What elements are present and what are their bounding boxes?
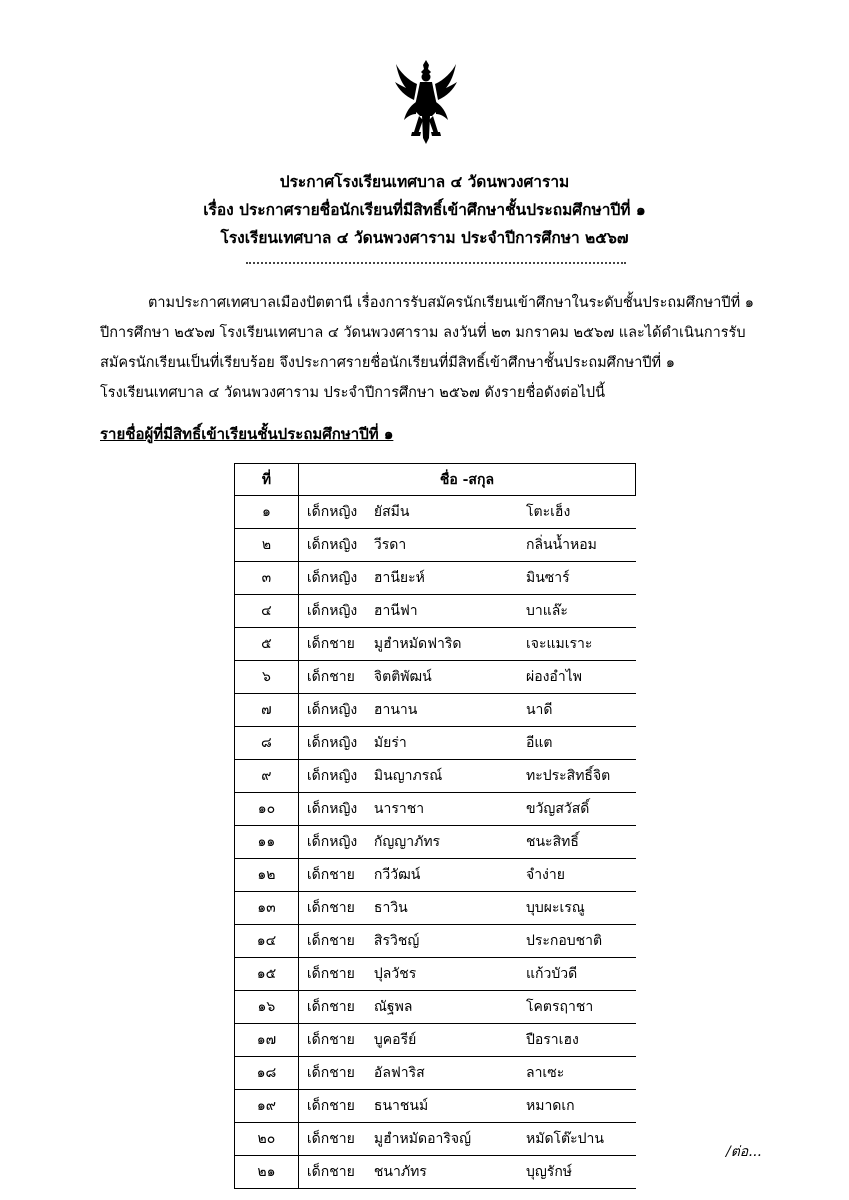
row-prefix: เด็กชาย: [298, 1090, 374, 1123]
table-row: [235, 826, 636, 859]
table-row: [235, 1123, 636, 1156]
row-first-name: สิรวิชญ์: [374, 925, 526, 958]
row-number: ๑: [235, 496, 299, 529]
row-first-name: อัลฟาริส: [374, 1057, 526, 1090]
row-first-name: มูฮำหมัดฟาริด: [374, 628, 526, 661]
row-last-name: ทะประสิทธิ์จิต: [526, 760, 636, 793]
row-prefix: เด็กชาย: [298, 925, 374, 958]
row-prefix: เด็กชาย: [298, 1057, 374, 1090]
table-row: [235, 496, 636, 529]
title-line-3: โรงเรียนเทศบาล ๔ วัดนพวงศาราม ประจำปีการศึกษา ๒๕๖๗: [220, 228, 629, 247]
row-prefix: เด็กหญิง: [298, 760, 374, 793]
row-last-name: นาดี: [526, 694, 636, 727]
row-number: ๑๕: [235, 958, 299, 991]
row-number: ๔: [235, 595, 299, 628]
row-first-name: ชนาภัทร: [374, 1156, 526, 1189]
row-number: ๙: [235, 760, 299, 793]
row-last-name: หมัดโต๊ะปาน: [526, 1123, 636, 1156]
row-prefix: เด็กชาย: [298, 1024, 374, 1057]
row-last-name: บาแล๊ะ: [526, 595, 636, 628]
row-prefix: เด็กหญิง: [298, 562, 374, 595]
row-prefix: เด็กชาย: [298, 892, 374, 925]
header-number: ที่: [235, 464, 299, 496]
row-number: ๖: [235, 661, 299, 694]
row-number: ๑๒: [235, 859, 299, 892]
body-line: ปีการศึกษา ๒๕๖๗ โรงเรียนเทศบาล ๔ วัดนพวงศาราม ลงวันที่ ๒๓ มกราคม ๒๕๖๗ และได้ดำเนินการรับ: [100, 325, 746, 341]
row-last-name: กลิ่นน้ำหอม: [526, 529, 636, 562]
row-first-name: จิตติพัฒน์: [374, 661, 526, 694]
row-first-name: ฮานาน: [374, 694, 526, 727]
row-first-name: ณัฐพล: [374, 991, 526, 1024]
row-first-name: กวีวัฒน์: [374, 859, 526, 892]
row-prefix: เด็กชาย: [298, 1156, 374, 1189]
row-first-name: ธนาชนม์: [374, 1090, 526, 1123]
title-line-2: เรื่อง ประกาศรายชื่อนักเรียนที่มีสิทธิ์เข้าศึกษาชั้นประถมศึกษาปีที่ ๑: [203, 200, 646, 219]
table-row: [235, 925, 636, 958]
title-line-1: ประกาศโรงเรียนเทศบาล ๔ วัดนพวงศาราม: [279, 172, 570, 191]
table-row: [235, 1156, 636, 1189]
row-number: ๒๑: [235, 1156, 299, 1189]
body-line: สมัครนักเรียนเป็นที่เรียบร้อย จึงประกาศรายชื่อนักเรียนที่มีสิทธิ์เข้าศึกษาชั้นประถมศึกษาปีที่ ๑: [100, 355, 675, 371]
row-last-name: ขวัญสวัสดิ์: [526, 793, 636, 826]
row-number: ๑๘: [235, 1057, 299, 1090]
table-body: [235, 496, 636, 1189]
row-last-name: มินซาร์: [526, 562, 636, 595]
row-first-name: ฮานียะห์: [374, 562, 526, 595]
row-number: ๕: [235, 628, 299, 661]
row-first-name: ฮานีฟา: [374, 595, 526, 628]
row-prefix: เด็กหญิง: [298, 826, 374, 859]
table-row: [235, 694, 636, 727]
table-row: [235, 595, 636, 628]
table-row: [235, 859, 636, 892]
table-row: [235, 1024, 636, 1057]
row-number: ๑๐: [235, 793, 299, 826]
continuation-note: /ต่อ...: [726, 1144, 762, 1160]
table-row: [235, 958, 636, 991]
row-last-name: หมาดเก: [526, 1090, 636, 1123]
row-prefix: เด็กหญิง: [298, 793, 374, 826]
row-last-name: เจะแมเราะ: [526, 628, 636, 661]
dotted-divider: [246, 262, 626, 264]
row-number: ๓: [235, 562, 299, 595]
row-last-name: ปือราเฮง: [526, 1024, 636, 1057]
garuda-emblem-icon: [392, 58, 460, 150]
row-number: ๒๐: [235, 1123, 299, 1156]
row-first-name: มูฮำหมัดอาริจญ์: [374, 1123, 526, 1156]
announcement-title-block: [0, 168, 849, 252]
table-header-row: [235, 464, 636, 496]
row-last-name: ประกอบชาติ: [526, 925, 636, 958]
table-row: [235, 1090, 636, 1123]
row-last-name: ชนะสิทธิ์: [526, 826, 636, 859]
row-first-name: มินญาภรณ์: [374, 760, 526, 793]
row-number: ๑๓: [235, 892, 299, 925]
row-first-name: กัญญาภัทร: [374, 826, 526, 859]
table-row: [235, 760, 636, 793]
table-row: [235, 529, 636, 562]
row-prefix: เด็กชาย: [298, 1123, 374, 1156]
row-prefix: เด็กหญิง: [298, 529, 374, 562]
table-row: [235, 991, 636, 1024]
header-name: ชื่อ -สกุล: [298, 464, 635, 496]
row-last-name: จำง่าย: [526, 859, 636, 892]
row-number: ๗: [235, 694, 299, 727]
row-last-name: บุบผะเรณู: [526, 892, 636, 925]
row-prefix: เด็กชาย: [298, 958, 374, 991]
row-last-name: บุญรักษ์: [526, 1156, 636, 1189]
row-last-name: ผ่องอำไพ: [526, 661, 636, 694]
row-number: ๑๑: [235, 826, 299, 859]
row-first-name: บูคอรีย์: [374, 1024, 526, 1057]
list-heading: รายชื่อผู้ที่มีสิทธิ์เข้าเรียนชั้นประถมศึกษาปีที่ ๑: [100, 425, 394, 443]
row-prefix: เด็กหญิง: [298, 595, 374, 628]
row-prefix: เด็กชาย: [298, 991, 374, 1024]
row-prefix: เด็กชาย: [298, 661, 374, 694]
body-line: ตามประกาศเทศบาลเมืองปัตตานี เรื่องการรับสมัครนักเรียนเข้าศึกษาในระดับชั้นประถมศึกษาปีที่ ๑: [148, 295, 754, 311]
row-first-name: วีรดา: [374, 529, 526, 562]
row-last-name: โคตรฤาชา: [526, 991, 636, 1024]
row-last-name: อีแต: [526, 727, 636, 760]
table-row: [235, 892, 636, 925]
row-number: ๘: [235, 727, 299, 760]
row-first-name: นาราชา: [374, 793, 526, 826]
table-row: [235, 793, 636, 826]
row-number: ๑๗: [235, 1024, 299, 1057]
row-prefix: เด็กหญิง: [298, 727, 374, 760]
row-first-name: มัยร่า: [374, 727, 526, 760]
row-number: ๑๖: [235, 991, 299, 1024]
row-number: ๑๙: [235, 1090, 299, 1123]
row-first-name: ยัสมีน: [374, 496, 526, 529]
table-row: [235, 661, 636, 694]
table-row: [235, 562, 636, 595]
table-row: [235, 727, 636, 760]
row-last-name: โตะเฮ็ง: [526, 496, 636, 529]
table-row: [235, 628, 636, 661]
table-row: [235, 1057, 636, 1090]
row-number: ๒: [235, 529, 299, 562]
row-first-name: ธาวิน: [374, 892, 526, 925]
row-last-name: แก้วบัวดี: [526, 958, 636, 991]
body-line: โรงเรียนเทศบาล ๔ วัดนพวงศาราม ประจำปีการศึกษา ๒๕๖๗ ดังรายชื่อดังต่อไปนี้: [100, 385, 606, 401]
body-paragraph: [100, 288, 760, 408]
row-prefix: เด็กหญิง: [298, 694, 374, 727]
row-prefix: เด็กหญิง: [298, 496, 374, 529]
row-number: ๑๔: [235, 925, 299, 958]
student-list-table: [234, 463, 636, 1189]
row-prefix: เด็กชาย: [298, 859, 374, 892]
row-prefix: เด็กชาย: [298, 628, 374, 661]
row-first-name: ปุลวัชร: [374, 958, 526, 991]
row-last-name: ลาเซะ: [526, 1057, 636, 1090]
